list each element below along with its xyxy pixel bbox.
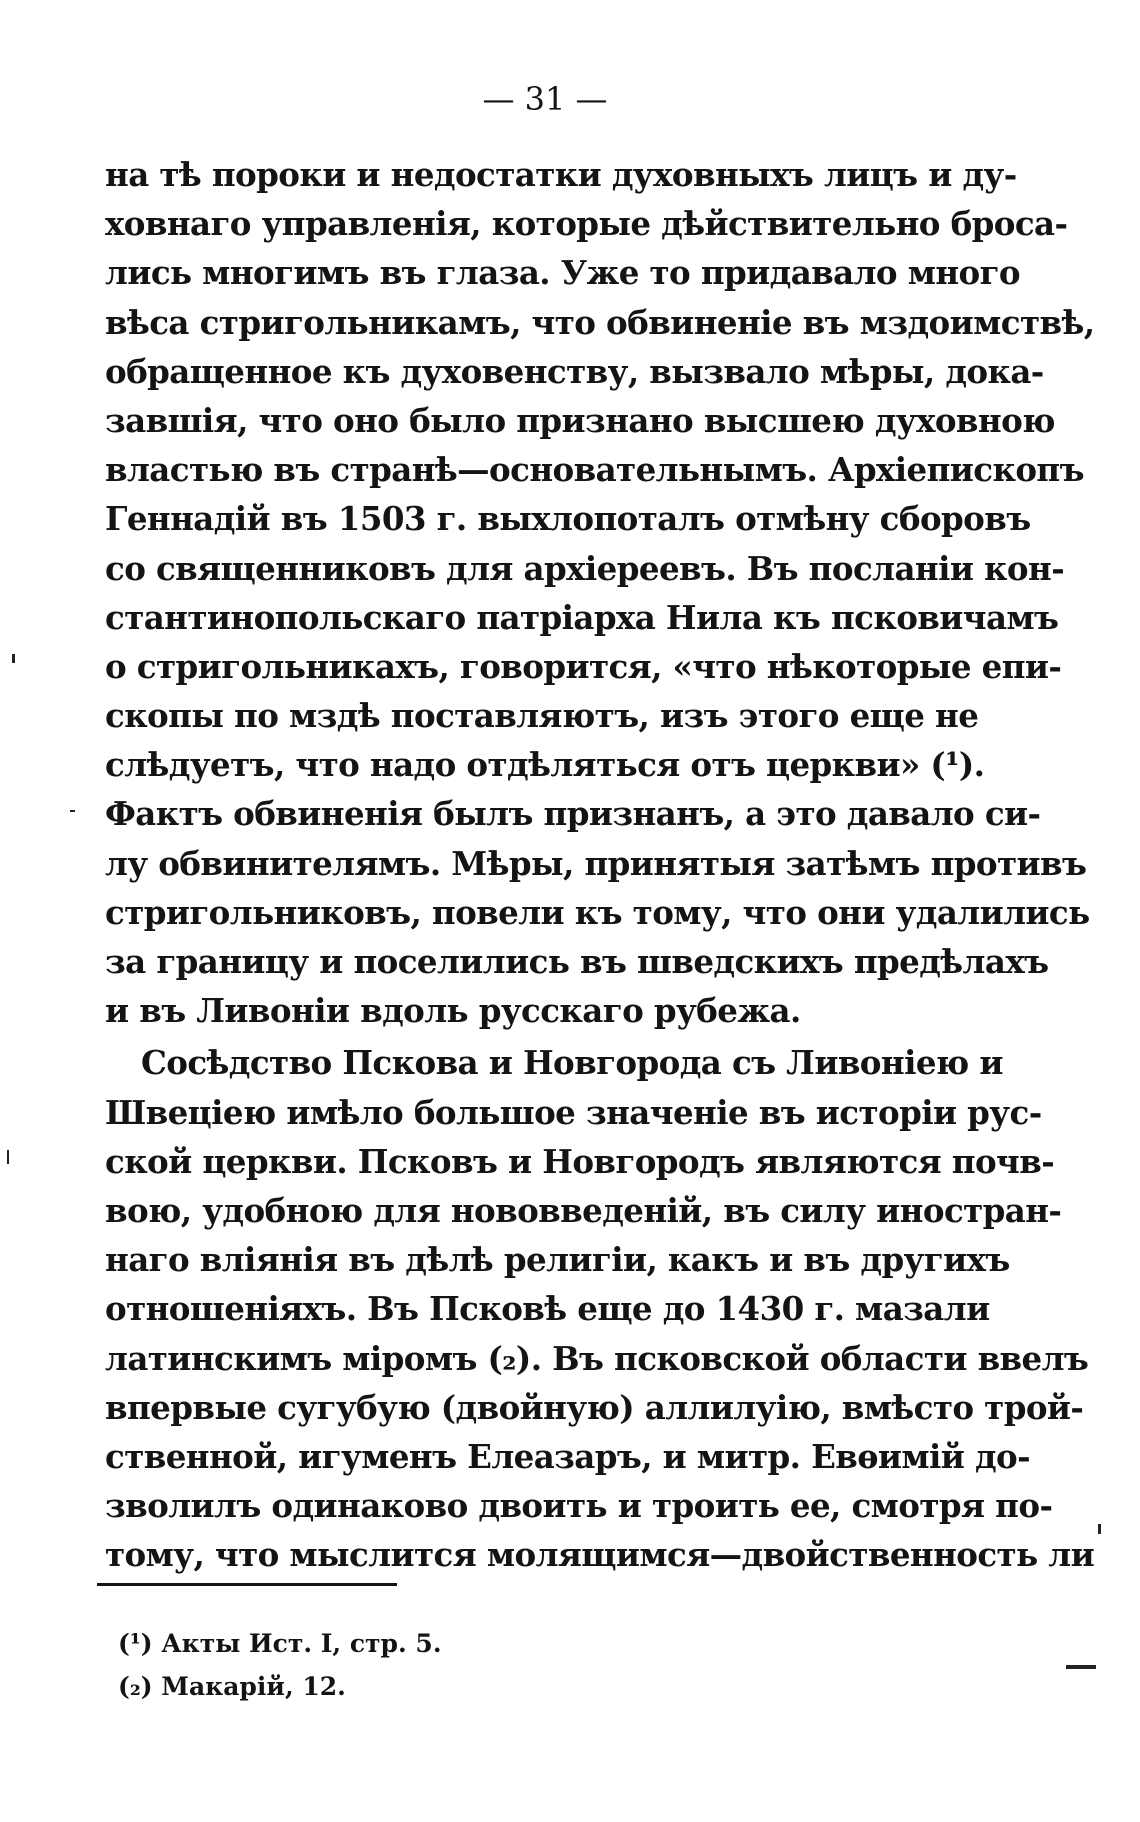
text-line: завшія, что оно было признано высшею духовною [105,400,1055,440]
text-line: обращенное къ духовенству, вызвало мѣры, дока- [105,351,1044,391]
body-text [105,150,1095,1579]
text-line: Геннадій въ 1503 г. выхлопоталъ отмѣну сборовъ [105,499,1031,539]
text-line: властью въ странѣ—основательнымъ. Архіепископъ [105,450,1084,490]
text-line: Сосѣдство Пскова и Новгорода съ Ливоніею и [141,1043,1003,1083]
text-line: стантинопольскаго патріарха Нила къ псковичамъ [105,597,1059,637]
text-line: отношеніяхъ. Въ Псковѣ еще до 1430 г. мазали [105,1289,990,1329]
text-line: ственной, игуменъ Елеазаръ, и митр. Евѳимій до- [105,1436,1030,1476]
text-line: лу обвинителямъ. Мѣры, принятыя затѣмъ противъ [105,843,1087,883]
footnotes [118,1622,442,1708]
text-line: лись многимъ въ глаза. Уже то придавало много [105,253,1021,293]
text-line: вѣса стригольникамъ, что обвиненіе въ мздоимствѣ, [105,302,1095,342]
text-line: вою, удобною для нововведеній, въ силу иностран- [105,1190,1062,1230]
text-line: тому, что мыслится молящимся—двойственность ли [105,1535,1095,1575]
text-line: латинскимъ міромъ (₂). Въ псковской области ввелъ [105,1338,1089,1378]
scan-speck [1098,1524,1101,1534]
text-line: Фактъ обвиненія былъ признанъ, а это давало си- [105,794,1041,834]
text-line: за границу и поселились въ шведскихъ предѣлахъ [105,942,1049,981]
text-line: впервые сугубую (двойную) аллилуію, вмѣсто трой- [105,1387,1084,1427]
footnote-divider [97,1583,397,1586]
text-line: ховнаго управленія, которые дѣйствительно броса- [105,204,1068,244]
scan-speck [7,1150,9,1164]
text-line: на тѣ пороки и недостатки духовныхъ лицъ и ду- [105,155,1017,194]
scan-speck [12,654,15,663]
text-line: о стригольникахъ, говорится, «что нѣкоторые епи- [105,646,1062,686]
footnote-1: (¹) Акты Ист. I, стр. 5. [118,1629,442,1658]
scan-speck [1066,1665,1096,1669]
footnote-2: (₂) Макарій, 12. [118,1672,346,1701]
text-line: зволилъ одинаково двоить и троить ее, смотря по- [105,1486,1053,1526]
text-line: и въ Ливоніи вдоль русскаго рубежа. [105,991,801,1031]
text-line: скопы по мздѣ поставляютъ, изъ этого еще не [105,696,979,736]
text-line: со священниковъ для архіереевъ. Въ посланіи кон- [105,548,1065,588]
text-line: стригольниковъ, повели къ тому, что они удалились [105,892,1090,932]
page-number: — 31 — [482,80,608,118]
scan-speck [70,810,75,812]
text-line: ской церкви. Псковъ и Новгородъ являются почв- [105,1141,1055,1181]
text-line: Швеціею имѣло большое значеніе въ исторіи рус- [105,1092,1042,1132]
text-line: наго вліянія въ дѣлѣ религіи, какъ и въ другихъ [105,1240,1010,1280]
text-line: слѣдуетъ, что надо отдѣляться отъ церкви» (¹). [105,745,985,785]
